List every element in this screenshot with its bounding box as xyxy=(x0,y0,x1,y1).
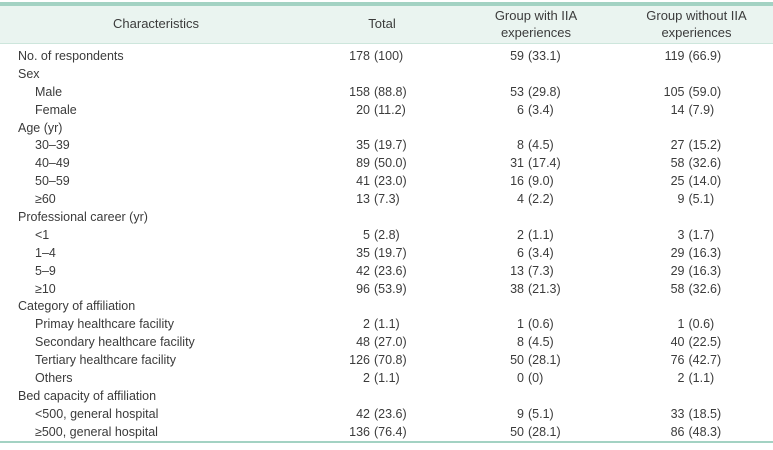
count-value: 25 xyxy=(670,174,685,189)
value-group xyxy=(498,353,574,367)
count-value: 5 xyxy=(363,227,370,242)
percent-value: (4.5) xyxy=(528,335,554,350)
percent-value: (1.1) xyxy=(374,370,400,385)
with-iia-cell xyxy=(452,351,620,369)
count-value: 59 xyxy=(510,48,524,63)
without-iia-cell xyxy=(620,136,773,154)
total-cell xyxy=(312,387,452,405)
header-with-iia xyxy=(452,4,620,44)
value-group xyxy=(659,264,735,278)
count-value: 2 xyxy=(363,370,370,385)
percent-value: (1.1) xyxy=(528,227,554,242)
count-value: 58 xyxy=(670,281,685,296)
count-value: 86 xyxy=(670,424,685,439)
value-group xyxy=(498,317,574,331)
with-iia-cell xyxy=(452,315,620,333)
table-row xyxy=(0,190,773,208)
without-iia-cell xyxy=(620,83,773,101)
percent-value: (1.1) xyxy=(688,370,715,385)
count-value: 48 xyxy=(356,335,370,350)
with-iia-cell xyxy=(452,208,620,226)
percent-value: (27.0) xyxy=(374,335,407,350)
percent-value: (2.2) xyxy=(528,192,554,207)
percent-value: (19.7) xyxy=(374,245,407,260)
without-iia-cell xyxy=(620,333,773,351)
percent-value: (23.6) xyxy=(374,406,407,421)
header-without-iia xyxy=(620,4,773,44)
total-cell xyxy=(312,65,452,83)
percent-value: (100) xyxy=(374,48,404,63)
count-value: 38 xyxy=(510,281,524,296)
header-characteristics-label: Characteristics xyxy=(113,16,199,32)
count-value: 9 xyxy=(517,406,524,421)
with-iia-cell xyxy=(452,297,620,315)
value-group xyxy=(344,353,420,367)
total-cell xyxy=(312,226,452,244)
without-iia-cell xyxy=(620,208,773,226)
row-label: 5–9 xyxy=(35,263,56,278)
percent-value: (66.9) xyxy=(688,48,722,63)
value-group xyxy=(659,353,735,367)
table-row xyxy=(0,172,773,190)
with-iia-cell xyxy=(452,65,620,83)
row-label: Others xyxy=(35,370,73,385)
count-value: 3 xyxy=(677,227,685,242)
value-group xyxy=(498,371,574,385)
with-iia-cell xyxy=(452,154,620,172)
row-label: ≥500, general hospital xyxy=(35,424,158,439)
value-group xyxy=(659,425,735,439)
percent-value: (50.0) xyxy=(374,156,407,171)
value-group xyxy=(344,425,420,439)
count-value: 8 xyxy=(517,335,524,350)
count-value: 35 xyxy=(356,138,370,153)
without-iia-cell xyxy=(620,405,773,423)
total-cell xyxy=(312,136,452,154)
row-label: Tertiary healthcare facility xyxy=(35,353,177,368)
with-iia-cell xyxy=(452,369,620,387)
without-iia-cell xyxy=(620,44,773,65)
percent-value: (5.1) xyxy=(528,406,554,421)
table-row xyxy=(0,136,773,154)
total-cell xyxy=(312,83,452,101)
total-cell xyxy=(312,190,452,208)
total-cell xyxy=(312,44,452,65)
with-iia-cell xyxy=(452,101,620,119)
table-row xyxy=(0,405,773,423)
total-cell xyxy=(312,297,452,315)
header-total xyxy=(312,4,452,44)
value-group xyxy=(659,407,735,421)
percent-value: (17.4) xyxy=(528,156,561,171)
count-value: 0 xyxy=(517,370,524,385)
total-cell xyxy=(312,208,452,226)
section-row xyxy=(0,119,773,137)
without-iia-cell xyxy=(620,190,773,208)
count-value: 14 xyxy=(670,102,685,117)
percent-value: (16.3) xyxy=(688,263,722,278)
count-value: 8 xyxy=(517,138,524,153)
percent-value: (15.2) xyxy=(688,138,722,153)
with-iia-cell xyxy=(452,423,620,442)
percent-value: (28.1) xyxy=(528,424,561,439)
value-group xyxy=(659,138,735,152)
percent-value: (3.4) xyxy=(528,245,554,260)
without-iia-cell xyxy=(620,262,773,280)
value-group xyxy=(498,335,574,349)
total-cell xyxy=(312,119,452,137)
percent-value: (28.1) xyxy=(528,353,561,368)
value-group xyxy=(659,174,735,188)
total-cell xyxy=(312,154,452,172)
table-body xyxy=(0,44,773,442)
percent-value: (11.2) xyxy=(374,102,406,117)
without-iia-cell xyxy=(620,119,773,137)
section-row xyxy=(0,387,773,405)
respondent-characteristics-table xyxy=(0,2,773,443)
header-row xyxy=(0,4,773,44)
percent-value: (4.5) xyxy=(528,138,554,153)
table-row xyxy=(0,262,773,280)
percent-value: (88.8) xyxy=(374,84,407,99)
percent-value: (32.6) xyxy=(688,156,722,171)
header-total-label: Total xyxy=(368,16,396,32)
value-group xyxy=(498,156,574,170)
total-cell xyxy=(312,244,452,262)
value-group xyxy=(498,407,574,421)
section-row xyxy=(0,297,773,315)
value-group xyxy=(344,246,420,260)
percent-value: (22.5) xyxy=(688,335,722,350)
percent-value: (1.1) xyxy=(374,317,400,332)
count-value: 178 xyxy=(349,48,370,63)
row-label: Bed capacity of affiliation xyxy=(18,388,157,403)
count-value: 136 xyxy=(349,424,370,439)
count-value: 13 xyxy=(356,192,370,207)
without-iia-cell xyxy=(620,315,773,333)
value-group xyxy=(659,317,735,331)
with-iia-cell xyxy=(452,405,620,423)
percent-value: (70.8) xyxy=(374,353,407,368)
total-cell xyxy=(312,172,452,190)
percent-value: (7.9) xyxy=(688,102,715,117)
count-value: 29 xyxy=(670,245,685,260)
percent-value: (0.6) xyxy=(528,317,554,332)
value-group xyxy=(498,246,574,260)
count-value: 35 xyxy=(356,245,370,260)
value-group xyxy=(344,317,420,331)
count-value: 13 xyxy=(510,263,524,278)
with-iia-cell xyxy=(452,387,620,405)
value-group xyxy=(498,103,574,117)
count-value: 41 xyxy=(356,174,370,189)
count-value: 1 xyxy=(517,317,524,332)
count-value: 1 xyxy=(677,317,685,332)
with-iia-cell xyxy=(452,244,620,262)
without-iia-cell xyxy=(620,226,773,244)
percent-value: (5.1) xyxy=(688,192,715,207)
count-value: 42 xyxy=(356,263,370,278)
with-iia-cell xyxy=(452,333,620,351)
percent-value: (14.0) xyxy=(688,174,722,189)
value-group xyxy=(344,282,420,296)
percent-value: (0) xyxy=(528,370,544,385)
total-cell xyxy=(312,280,452,298)
count-value: 50 xyxy=(510,424,524,439)
row-label: <500, general hospital xyxy=(35,406,159,421)
total-cell xyxy=(312,315,452,333)
count-value: 158 xyxy=(349,84,370,99)
value-group xyxy=(659,192,735,206)
section-row xyxy=(0,208,773,226)
value-group xyxy=(659,371,735,385)
value-group xyxy=(659,103,735,117)
count-value: 119 xyxy=(664,48,685,63)
value-group xyxy=(344,228,420,242)
value-group xyxy=(344,174,420,188)
without-iia-cell xyxy=(620,423,773,442)
value-group xyxy=(498,228,574,242)
percent-value: (9.0) xyxy=(528,174,554,189)
value-group xyxy=(498,192,574,206)
row-label: Secondary healthcare facility xyxy=(35,335,195,350)
value-group xyxy=(498,174,574,188)
with-iia-cell xyxy=(452,119,620,137)
value-group xyxy=(659,85,735,99)
percent-value: (33.1) xyxy=(528,48,561,63)
table-row xyxy=(0,369,773,387)
with-iia-cell xyxy=(452,262,620,280)
value-group xyxy=(344,335,420,349)
percent-value: (32.6) xyxy=(688,281,722,296)
percent-value: (7.3) xyxy=(528,263,554,278)
percent-value: (48.3) xyxy=(688,424,722,439)
with-iia-cell xyxy=(452,226,620,244)
with-iia-cell xyxy=(452,83,620,101)
without-iia-cell xyxy=(620,172,773,190)
value-group xyxy=(344,103,420,117)
count-value: 2 xyxy=(677,370,685,385)
count-value: 27 xyxy=(670,138,685,153)
total-cell xyxy=(312,333,452,351)
table-row xyxy=(0,333,773,351)
row-label: Category of affiliation xyxy=(18,299,136,314)
table-row xyxy=(0,280,773,298)
value-group xyxy=(344,264,420,278)
without-iia-cell xyxy=(620,387,773,405)
table-header xyxy=(0,4,773,44)
row-label: Professional career (yr) xyxy=(18,209,148,224)
without-iia-cell xyxy=(620,65,773,83)
table-row xyxy=(0,226,773,244)
value-group xyxy=(659,335,735,349)
percent-value: (23.6) xyxy=(374,263,407,278)
value-group xyxy=(659,49,735,63)
value-group xyxy=(659,246,735,260)
count-value: 2 xyxy=(363,317,370,332)
table-row xyxy=(0,423,773,442)
percent-value: (1.7) xyxy=(688,227,715,242)
with-iia-cell xyxy=(452,172,620,190)
row-label: 30–39 xyxy=(35,138,70,153)
value-group xyxy=(344,138,420,152)
row-label: Female xyxy=(35,102,77,117)
count-value: 4 xyxy=(517,192,524,207)
without-iia-cell xyxy=(620,351,773,369)
row-label: 1–4 xyxy=(35,245,56,260)
without-iia-cell xyxy=(620,369,773,387)
percent-value: (21.3) xyxy=(528,281,561,296)
count-value: 16 xyxy=(510,174,524,189)
percent-value: (16.3) xyxy=(688,245,722,260)
count-value: 50 xyxy=(510,353,524,368)
percent-value: (3.4) xyxy=(528,102,554,117)
percent-value: (0.6) xyxy=(688,317,715,332)
value-group xyxy=(344,407,420,421)
header-without-iia-label: Group without IIA experiences xyxy=(646,8,747,40)
value-group xyxy=(498,138,574,152)
percent-value: (18.5) xyxy=(688,406,722,421)
table-row xyxy=(0,44,773,65)
total-cell xyxy=(312,405,452,423)
percent-value: (7.3) xyxy=(374,192,400,207)
value-group xyxy=(344,85,420,99)
row-label: Primay healthcare facility xyxy=(35,317,174,332)
row-label: Sex xyxy=(18,66,40,81)
percent-value: (29.8) xyxy=(528,84,561,99)
table-row xyxy=(0,244,773,262)
section-row xyxy=(0,65,773,83)
table-row xyxy=(0,101,773,119)
value-group xyxy=(659,156,735,170)
with-iia-cell xyxy=(452,190,620,208)
percent-value: (59.0) xyxy=(688,84,722,99)
value-group xyxy=(659,228,735,242)
total-cell xyxy=(312,423,452,442)
value-group xyxy=(344,192,420,206)
value-group xyxy=(344,49,420,63)
value-group xyxy=(344,371,420,385)
value-group xyxy=(659,282,735,296)
without-iia-cell xyxy=(620,154,773,172)
value-group xyxy=(498,49,574,63)
count-value: 96 xyxy=(356,281,370,296)
without-iia-cell xyxy=(620,297,773,315)
count-value: 2 xyxy=(517,227,524,242)
total-cell xyxy=(312,351,452,369)
count-value: 6 xyxy=(517,245,524,260)
with-iia-cell xyxy=(452,280,620,298)
value-group xyxy=(498,282,574,296)
row-label: ≥60 xyxy=(35,192,56,207)
table-row xyxy=(0,315,773,333)
percent-value: (19.7) xyxy=(374,138,407,153)
with-iia-cell xyxy=(452,44,620,65)
row-label: 40–49 xyxy=(35,156,70,171)
count-value: 89 xyxy=(356,156,370,171)
percent-value: (53.9) xyxy=(374,281,407,296)
total-cell xyxy=(312,262,452,280)
value-group xyxy=(498,85,574,99)
count-value: 42 xyxy=(356,406,370,421)
count-value: 31 xyxy=(510,156,524,171)
percent-value: (76.4) xyxy=(374,424,407,439)
without-iia-cell xyxy=(620,280,773,298)
table-row xyxy=(0,351,773,369)
count-value: 9 xyxy=(677,192,685,207)
count-value: 53 xyxy=(510,84,524,99)
row-label: No. of respondents xyxy=(18,48,124,63)
count-value: 6 xyxy=(517,102,524,117)
header-characteristics xyxy=(0,4,312,44)
count-value: 126 xyxy=(349,353,370,368)
total-cell xyxy=(312,101,452,119)
value-group xyxy=(498,425,574,439)
table-row xyxy=(0,83,773,101)
count-value: 58 xyxy=(670,156,685,171)
count-value: 76 xyxy=(670,353,685,368)
percent-value: (2.8) xyxy=(374,227,400,242)
count-value: 105 xyxy=(663,84,685,99)
count-value: 20 xyxy=(356,102,370,117)
count-value: 40 xyxy=(670,335,685,350)
table-row xyxy=(0,154,773,172)
without-iia-cell xyxy=(620,244,773,262)
header-with-iia-label: Group with IIA experiences xyxy=(494,8,578,40)
with-iia-cell xyxy=(452,136,620,154)
value-group xyxy=(344,156,420,170)
percent-value: (42.7) xyxy=(688,353,722,368)
row-label: 50–59 xyxy=(35,174,70,189)
percent-value: (23.0) xyxy=(374,174,407,189)
total-cell xyxy=(312,369,452,387)
row-label: Age (yr) xyxy=(18,120,63,135)
value-group xyxy=(498,264,574,278)
row-label: ≥10 xyxy=(35,281,56,296)
row-label: Male xyxy=(35,84,63,99)
without-iia-cell xyxy=(620,101,773,119)
count-value: 29 xyxy=(670,263,685,278)
row-label: <1 xyxy=(35,227,50,242)
count-value: 33 xyxy=(670,406,685,421)
